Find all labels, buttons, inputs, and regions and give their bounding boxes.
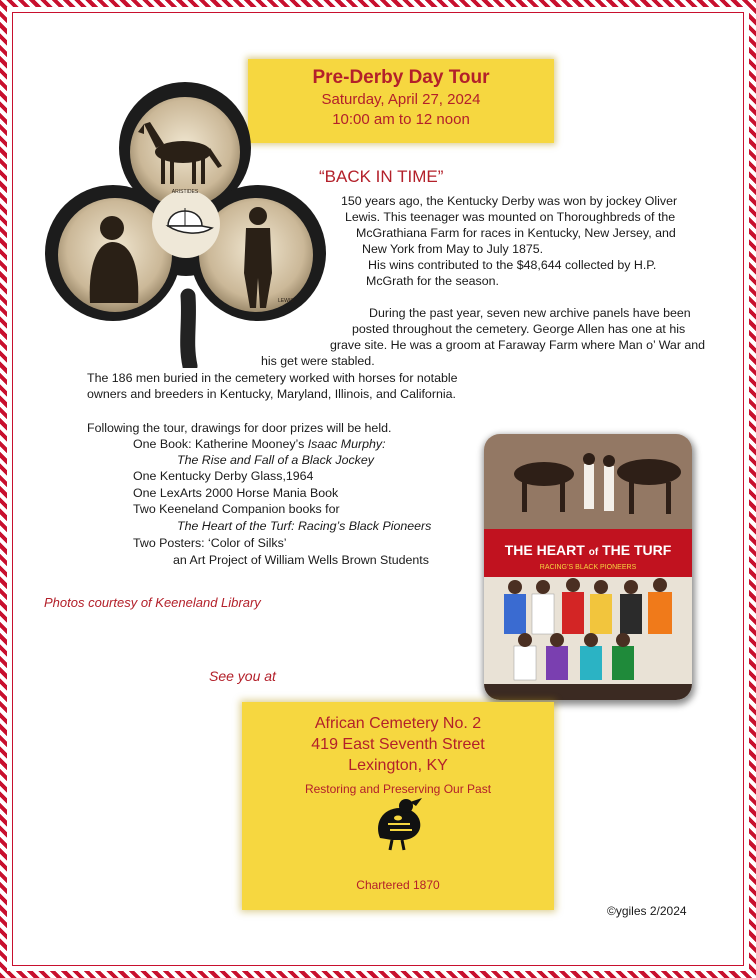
book-subtitle: RACING’S BLACK PIONEERS bbox=[539, 564, 637, 571]
sankofa-bird-icon bbox=[370, 794, 430, 854]
address-box bbox=[242, 702, 554, 910]
shamrock-photo-emblem bbox=[40, 78, 330, 368]
prizes-intro: Following the tour, drawings for door prizes will be held. bbox=[87, 421, 392, 435]
slogan: Restoring and Preserving Our Past bbox=[304, 782, 492, 796]
story-line: McGrathiana Farm for races in Kentucky, New Jersey, and bbox=[356, 226, 676, 240]
story-line: posted throughout the cemetery. George Allen has one at his bbox=[352, 322, 686, 336]
story-line: McGrath for the season. bbox=[366, 274, 499, 288]
prize-glass: One Kentucky Derby Glass,1964 bbox=[133, 469, 314, 483]
prize-keeneland: Two Keeneland Companion books for bbox=[133, 502, 340, 516]
story-line: His wins contributed to the $48,644 collected by H.P. bbox=[368, 258, 657, 272]
tour-title: Pre-Derby Day Tour bbox=[312, 67, 490, 88]
shamrock-stem bbox=[188, 296, 190, 366]
story-line: his get were stabled. bbox=[261, 354, 375, 368]
book-cover-art bbox=[484, 434, 692, 700]
photo-credit: Photos courtesy of Keeneland Library bbox=[44, 595, 261, 610]
story-line: Lewis. This teenager was mounted on Thoroughbreds of the bbox=[345, 210, 676, 224]
book-title: THE HEART of THE TURF bbox=[504, 542, 672, 558]
see-you-at: See you at bbox=[209, 668, 276, 684]
prize-book-subtitle: The Rise and Fall of a Black Jockey bbox=[177, 453, 374, 467]
heart-of-the-turf-book-cover bbox=[484, 434, 692, 700]
city-state: Lexington, KY bbox=[348, 757, 448, 774]
tour-time: 10:00 am to 12 noon bbox=[332, 111, 470, 128]
jockey-caption: LEWIS bbox=[278, 298, 294, 304]
street-address: 419 East Seventh Street bbox=[311, 736, 485, 753]
story-line: 150 years ago, the Kentucky Derby was won by jockey Oliver bbox=[341, 194, 678, 208]
story-line: During the past year, seven new archive panels have been bbox=[369, 306, 691, 320]
prize-book: One Book: Katherine Mooney’s Isaac Murphy: bbox=[133, 437, 386, 451]
copyright: ©ygiles 2/2024 bbox=[607, 904, 687, 918]
story-line: owners and breeders in Kentucky, Maryland, Illinois, and California. bbox=[87, 387, 456, 401]
story-line: New York from May to July 1875. bbox=[362, 242, 544, 256]
tour-date: Saturday, April 27, 2024 bbox=[321, 91, 481, 108]
story-line: grave site. He was a groom at Faraway Farm where Man o’ War and bbox=[330, 338, 706, 352]
back-in-time-heading: “BACK IN TIME” bbox=[319, 167, 444, 186]
story-line: The 186 men buried in the cemetery worked with horses for notable bbox=[87, 371, 458, 385]
chartered-year: Chartered 1870 bbox=[356, 878, 440, 892]
cemetery-name: African Cemetery No. 2 bbox=[314, 715, 482, 732]
prize-turf-title: The Heart of the Turf: Racing’s Black Pioneers bbox=[177, 519, 432, 533]
horse-caption: ARISTIDES bbox=[171, 189, 199, 195]
prize-posters-desc: an Art Project of William Wells Brown Students bbox=[173, 553, 429, 567]
prize-lexarts: One LexArts 2000 Horse Mania Book bbox=[133, 486, 339, 500]
prize-posters: Two Posters: ‘Color of Silks’ bbox=[133, 536, 287, 550]
